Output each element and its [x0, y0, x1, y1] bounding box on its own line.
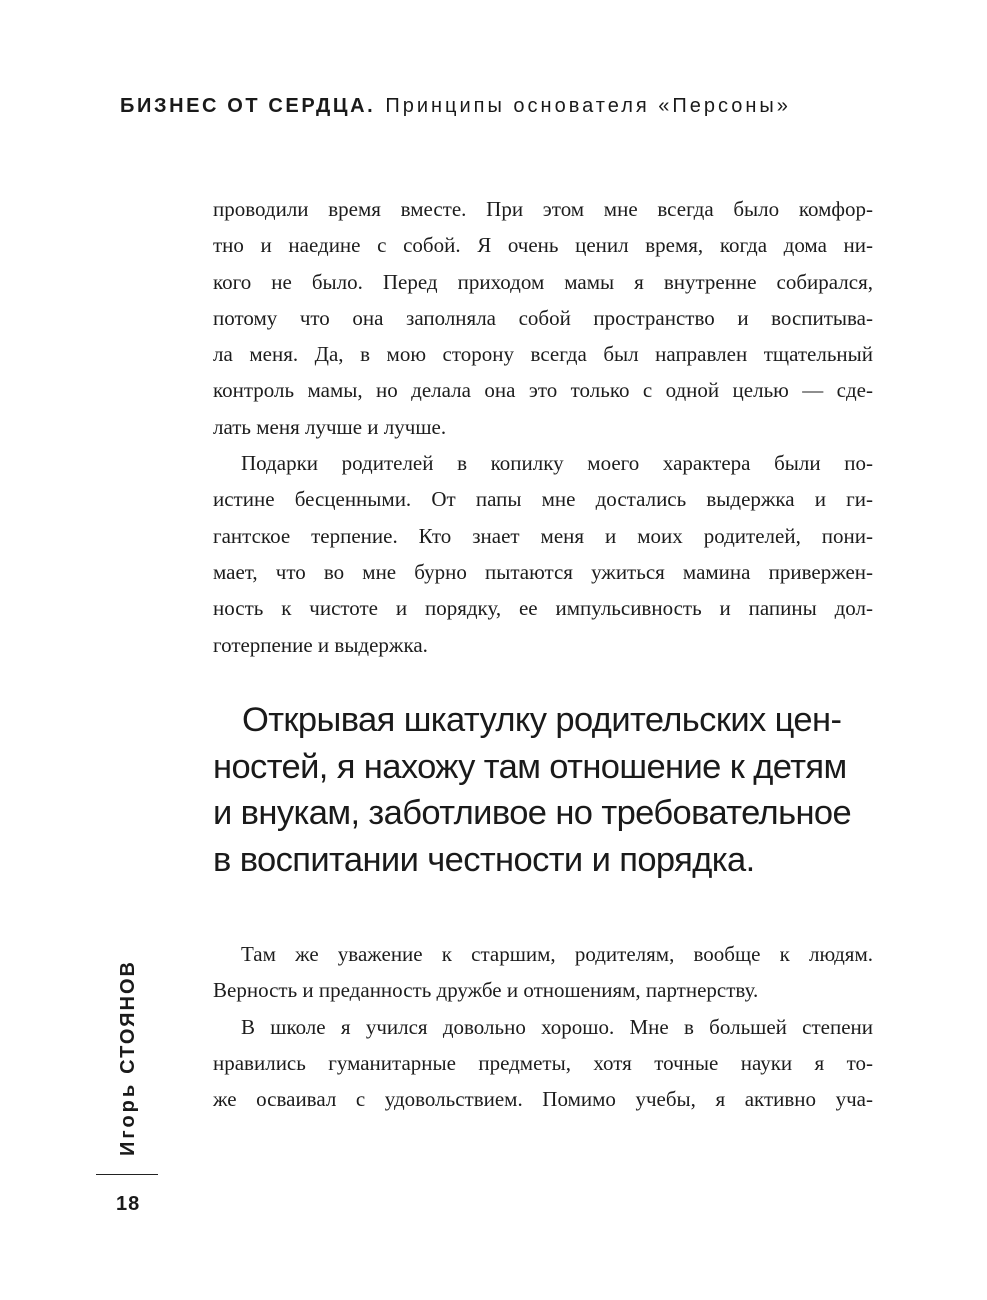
text-line: готерпение и выдержка.	[213, 632, 428, 657]
text-line: Верность и преданность дружбе и отношениям, партнерству.	[213, 978, 759, 1003]
text-line: потому что она заполняла собой пространство и воспитыва-	[213, 305, 873, 330]
text-line: Там же уважение к старшим, родителям, вообще к людям.	[241, 942, 873, 966]
author-first-name: Игорь	[117, 1081, 139, 1156]
pull-quote-line: Открывая шкатулку родительских цен-	[242, 701, 842, 739]
page-number: 18	[116, 1193, 141, 1215]
author-name-vertical	[114, 960, 142, 1156]
text-line: В школе я учился довольно хорошо. Мне в большей степени	[241, 1014, 873, 1039]
text-line: гантское терпение. Кто знает меня и моих родителей, пони-	[213, 523, 873, 548]
pull-quote-line: ностей, я нахожу там отношение к детям	[213, 747, 847, 786]
book-subtitle: Принципы основателя «Персоны»	[385, 95, 791, 117]
text-line: кого не было. Перед приходом мамы я внутренне собирался,	[213, 269, 873, 294]
footer-rule	[96, 1174, 158, 1175]
pull-quote-line: в воспитании честности и порядка.	[213, 841, 755, 880]
text-line: ла меня. Да, в мою сторону всегда был направлен тщательный	[213, 342, 873, 367]
text-line: Подарки родителей в копилку моего характера были по-	[241, 451, 873, 476]
text-line: мает, что во мне бурно пытаются ужиться мамина привержен-	[213, 559, 873, 584]
pull-quote-line: и внукам, заботливое но требовательное	[213, 794, 852, 833]
text-line: же осваивал с удовольствием. Помимо учебы, я активно уча-	[213, 1087, 873, 1112]
text-line: истине бесценными. От папы мне достались выдержка и ги-	[213, 487, 873, 512]
text-line: контроль мамы, но делала она это только с одной целью — сде-	[213, 378, 873, 403]
pull-quote	[213, 697, 873, 884]
text-line: ность к чистоте и порядку, ее импульсивность и папины дол-	[213, 596, 873, 621]
text-line: тно и наедине с собой. Я очень ценил время, когда дома ни-	[213, 233, 873, 258]
author-last-name: СТОЯНОВ	[117, 960, 139, 1074]
text-line: нравились гуманитарные предметы, хотя точные науки я то-	[213, 1050, 873, 1075]
book-title: БИЗНЕС ОТ СЕРДЦА.	[120, 95, 376, 117]
text-column-lower	[213, 936, 873, 1117]
text-column-upper	[213, 191, 873, 663]
text-line: лать меня лучше и лучше.	[213, 414, 447, 439]
running-header	[120, 92, 791, 120]
text-line: проводили время вместе. При этом мне всегда было комфор-	[213, 197, 873, 221]
